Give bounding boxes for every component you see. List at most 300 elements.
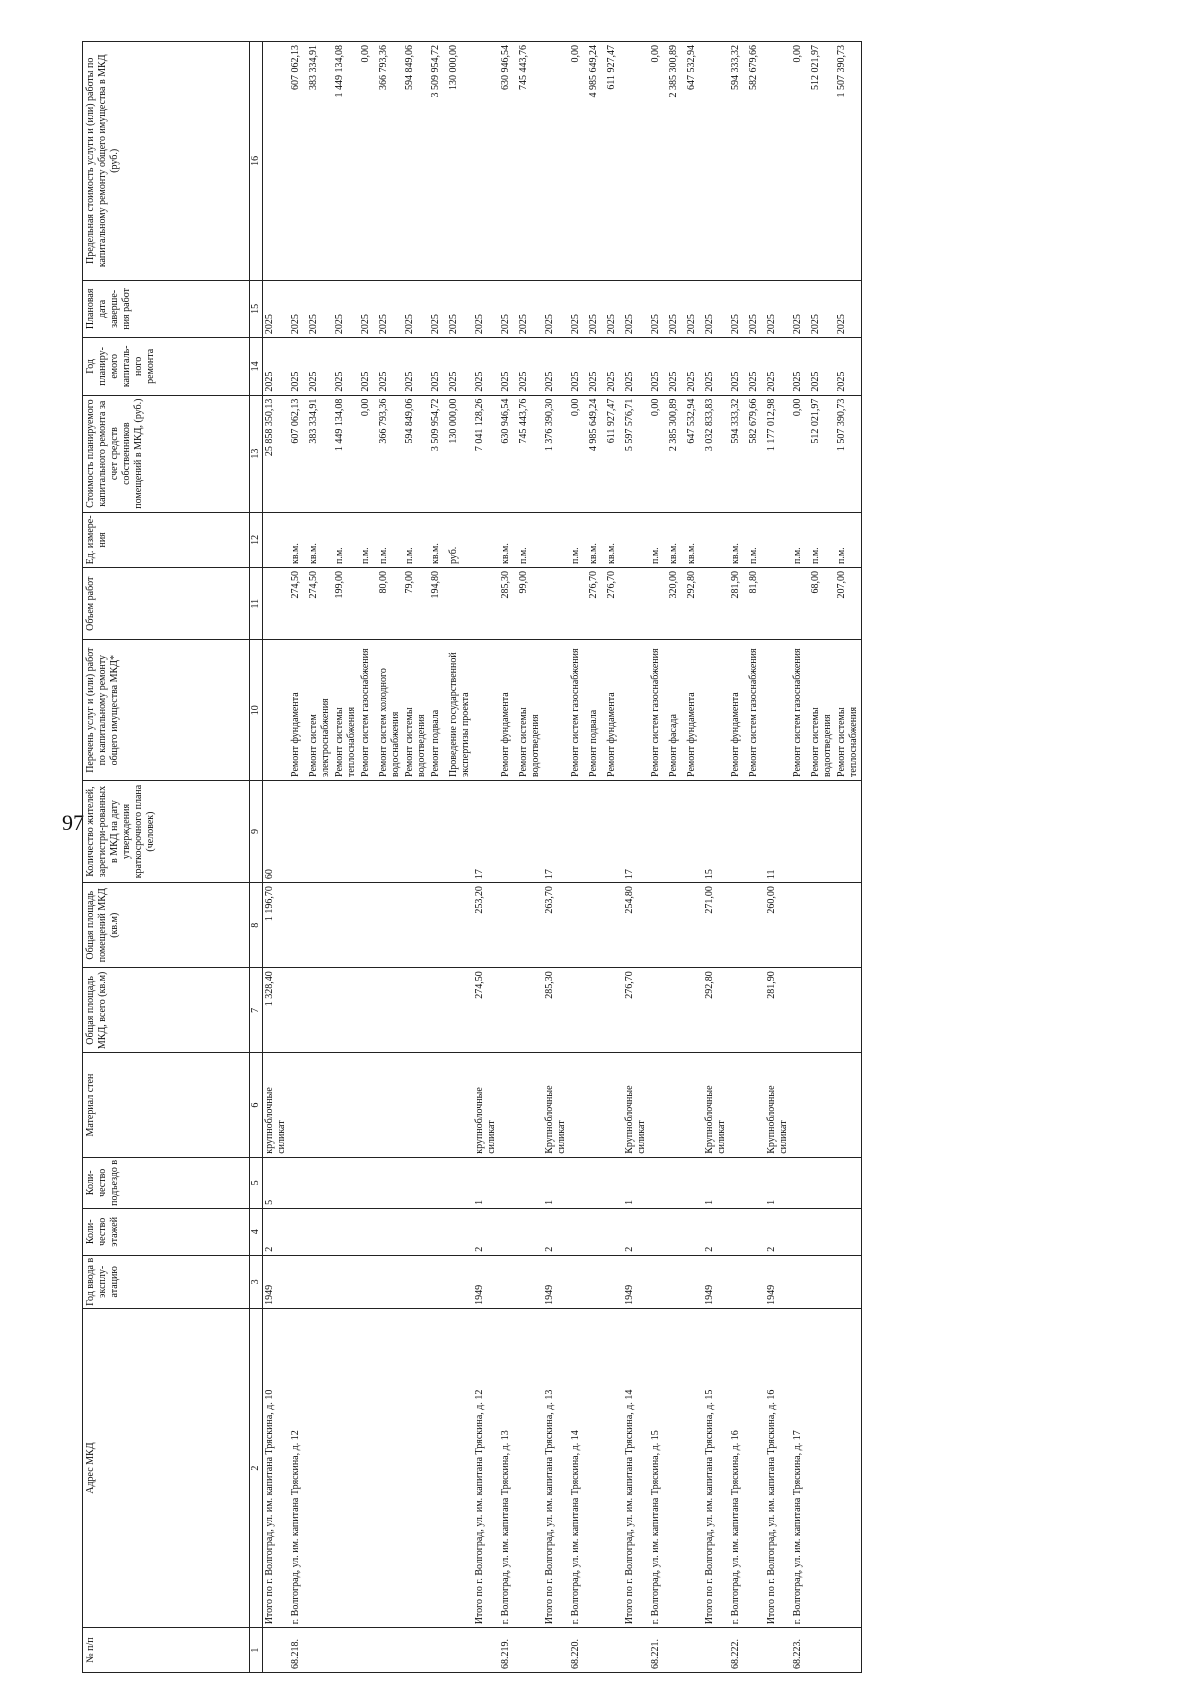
table-cell — [747, 1628, 765, 1673]
table-cell: Ремонт фасада — [667, 640, 685, 781]
table-row — [377, 42, 403, 1673]
table-cell — [499, 1208, 517, 1255]
table-cell — [605, 1308, 623, 1627]
table-cell — [359, 1308, 377, 1627]
table-cell — [667, 1157, 685, 1208]
table-header-row — [83, 42, 250, 1673]
table-cell: 366 793,36 — [377, 395, 403, 512]
table-cell — [307, 1628, 333, 1673]
table-cell — [605, 1053, 623, 1157]
table-cell — [429, 1308, 447, 1627]
table-cell — [517, 1053, 543, 1157]
table-cell: 320,00 — [667, 568, 685, 640]
table-cell — [729, 1208, 747, 1255]
table-cell: 1949 — [263, 1255, 290, 1308]
repair-plan-table — [82, 41, 862, 1673]
table-cell: 17 — [623, 780, 649, 882]
column-header: Коли-чество этажей — [83, 1208, 250, 1255]
table-cell: 1949 — [765, 1255, 791, 1308]
table-cell: п.м. — [359, 512, 377, 567]
table-cell — [587, 1628, 605, 1673]
table-cell — [517, 1208, 543, 1255]
table-row — [447, 42, 473, 1673]
table-cell: 2025 — [543, 280, 569, 337]
table-cell: 2 — [543, 1208, 569, 1255]
table-cell: 2 — [473, 1208, 499, 1255]
table-cell — [569, 883, 587, 968]
column-number: 15 — [250, 280, 263, 337]
table-cell: г. Волгоград, ул. им. капитана Тряскина, д. 13 — [499, 1308, 517, 1627]
table-cell — [587, 883, 605, 968]
table-cell — [605, 1628, 623, 1673]
table-cell: 285,30 — [543, 968, 569, 1053]
table-cell — [809, 1628, 835, 1673]
table-cell: 3 032 833,83 — [703, 395, 729, 512]
table-cell: 2025 — [263, 280, 290, 337]
table-cell: 594 333,32 — [729, 395, 747, 512]
table-cell: 2025 — [429, 338, 447, 395]
table-cell — [263, 512, 290, 567]
table-cell: 1 507 390,73 — [835, 395, 862, 512]
table-cell — [333, 1157, 359, 1208]
table-row — [569, 42, 587, 1673]
table-cell — [747, 1157, 765, 1208]
table-cell: 2025 — [667, 338, 685, 395]
table-cell: 2025 — [403, 280, 429, 337]
table-cell: п.м. — [835, 512, 862, 567]
table-cell — [685, 780, 703, 882]
table-cell: 1 449 134,08 — [333, 42, 359, 281]
table-cell — [307, 1308, 333, 1627]
table-cell: 2 385 300,89 — [667, 42, 685, 281]
table-cell — [307, 1157, 333, 1208]
table-cell: 594 333,32 — [729, 42, 747, 281]
table-cell — [703, 512, 729, 567]
table-row — [685, 42, 703, 1673]
table-cell: Ремонт системы водоотведения — [403, 640, 429, 781]
table-cell: 2 — [703, 1208, 729, 1255]
table-row — [429, 42, 447, 1673]
column-number: 14 — [250, 338, 263, 395]
column-header: Общая площадь МКД, всего (кв.м) — [83, 968, 250, 1053]
table-cell: кв.м. — [499, 512, 517, 567]
table-cell: 0,00 — [359, 395, 377, 512]
table-cell: Итого по г. Волгоград, ул. им. капитана Тряскина, д. 12 — [473, 1308, 499, 1627]
table-cell — [569, 1255, 587, 1308]
table-cell — [359, 780, 377, 882]
table-cell: 25 858 350,13 — [263, 395, 290, 512]
table-cell: 11 — [765, 780, 791, 882]
table-cell — [765, 512, 791, 567]
table-cell — [809, 1208, 835, 1255]
table-cell — [747, 883, 765, 968]
table-row — [403, 42, 429, 1673]
table-cell — [517, 1308, 543, 1627]
table-cell: Ремонт подвала — [429, 640, 447, 781]
repair-plan-table-container — [82, 41, 1194, 1673]
table-cell — [791, 1157, 809, 1208]
table-cell: Ремонт фундамента — [729, 640, 747, 781]
column-header: № п/п — [83, 1628, 250, 1673]
table-cell — [447, 968, 473, 1053]
table-cell: 1 449 134,08 — [333, 395, 359, 512]
table-cell — [447, 1255, 473, 1308]
table-cell: Итого по г. Волгоград, ул. им. капитана Тряскина, д. 15 — [703, 1308, 729, 1627]
table-cell — [403, 1053, 429, 1157]
table-cell: 2025 — [377, 338, 403, 395]
table-cell — [729, 1157, 747, 1208]
table-cell: 194,80 — [429, 568, 447, 640]
table-cell — [359, 1628, 377, 1673]
table-cell — [307, 1053, 333, 1157]
table-cell: 1949 — [623, 1255, 649, 1308]
table-cell: Крупноблочные силикат — [623, 1053, 649, 1157]
table-cell — [307, 1255, 333, 1308]
table-cell: 276,70 — [605, 568, 623, 640]
table-cell: кв.м. — [289, 512, 307, 567]
table-row — [289, 42, 307, 1673]
table-cell: 260,00 — [765, 883, 791, 968]
table-row — [359, 42, 377, 1673]
table-row — [729, 42, 747, 1673]
table-cell: 130 000,00 — [447, 395, 473, 512]
table-cell — [359, 568, 377, 640]
table-cell — [649, 1157, 667, 1208]
table-cell: 1 177 012,98 — [765, 395, 791, 512]
table-cell — [429, 883, 447, 968]
table-cell — [765, 640, 791, 781]
table-cell — [447, 883, 473, 968]
table-cell: 594 849,06 — [403, 395, 429, 512]
table-cell: Ремонт систем газоснабжения — [359, 640, 377, 781]
table-cell — [517, 780, 543, 882]
table-cell — [543, 42, 569, 281]
table-cell — [263, 640, 290, 781]
table-cell: 0,00 — [359, 42, 377, 281]
table-cell — [333, 968, 359, 1053]
table-cell — [747, 1308, 765, 1627]
table-cell: Ремонт фундамента — [605, 640, 623, 781]
table-cell: 512 021,97 — [809, 42, 835, 281]
table-cell — [623, 512, 649, 567]
table-cell: 1 — [473, 1157, 499, 1208]
column-number: 11 — [250, 568, 263, 640]
column-number: 2 — [250, 1308, 263, 1627]
table-cell — [289, 968, 307, 1053]
table-cell — [667, 968, 685, 1053]
table-cell: Крупноблочные силикат — [543, 1053, 569, 1157]
table-cell: Ремонт систем газоснабжения — [791, 640, 809, 781]
table-cell: руб. — [447, 512, 473, 567]
table-cell: 0,00 — [649, 42, 667, 281]
table-row — [333, 42, 359, 1673]
table-cell: 630 946,54 — [499, 395, 517, 512]
table-cell — [649, 1255, 667, 1308]
table-cell — [429, 968, 447, 1053]
table-cell: 3 509 954,72 — [429, 42, 447, 281]
table-cell — [569, 1157, 587, 1208]
table-cell — [359, 968, 377, 1053]
table-cell: 2 385 300,89 — [667, 395, 685, 512]
table-cell: 2025 — [791, 338, 809, 395]
table-cell: 274,50 — [473, 968, 499, 1053]
table-cell — [517, 1255, 543, 1308]
table-cell: 366 793,36 — [377, 42, 403, 281]
table-cell: кв.м. — [667, 512, 685, 567]
table-cell: 68.218. — [289, 1628, 307, 1673]
table-cell — [473, 568, 499, 640]
table-cell: 276,70 — [587, 568, 605, 640]
table-cell — [685, 1628, 703, 1673]
table-cell — [667, 1208, 685, 1255]
table-cell: 2025 — [649, 338, 667, 395]
table-cell: 60 — [263, 780, 290, 882]
table-cell — [587, 1308, 605, 1627]
table-cell — [791, 968, 809, 1053]
table-row — [667, 42, 685, 1673]
table-cell — [685, 1053, 703, 1157]
table-cell: 80,00 — [377, 568, 403, 640]
table-cell: 281,90 — [729, 568, 747, 640]
table-cell: 2 — [623, 1208, 649, 1255]
table-cell — [809, 1157, 835, 1208]
table-cell — [835, 780, 862, 882]
table-cell: 2025 — [263, 338, 290, 395]
table-cell: 1949 — [473, 1255, 499, 1308]
table-cell — [623, 568, 649, 640]
table-cell — [307, 968, 333, 1053]
table-cell: 2025 — [765, 338, 791, 395]
table-cell — [729, 968, 747, 1053]
table-cell: Ремонт системы водоотведения — [809, 640, 835, 781]
table-row — [809, 42, 835, 1673]
table-cell — [835, 1208, 862, 1255]
table-row — [835, 42, 862, 1673]
table-cell: 199,00 — [333, 568, 359, 640]
table-cell — [333, 1208, 359, 1255]
table-cell — [809, 968, 835, 1053]
table-cell: п.м. — [569, 512, 587, 567]
table-cell — [473, 42, 499, 281]
table-cell — [263, 42, 290, 281]
table-cell — [377, 1255, 403, 1308]
table-cell — [835, 1157, 862, 1208]
table-cell — [499, 1157, 517, 1208]
table-cell — [447, 780, 473, 882]
table-row — [543, 42, 569, 1673]
table-cell: 611 927,47 — [605, 395, 623, 512]
table-cell: 68.220. — [569, 1628, 587, 1673]
table-cell: 15 — [703, 780, 729, 882]
table-cell: 2025 — [473, 280, 499, 337]
table-cell — [473, 512, 499, 567]
table-cell: 68,00 — [809, 568, 835, 640]
table-cell — [569, 1053, 587, 1157]
table-cell: 2025 — [543, 338, 569, 395]
table-cell — [517, 968, 543, 1053]
column-header: Год планиру-емого капиталь-ного ремонта — [83, 338, 250, 395]
column-number: 3 — [250, 1255, 263, 1308]
table-cell — [685, 883, 703, 968]
table-cell: 1 196,70 — [263, 883, 290, 968]
table-cell — [333, 780, 359, 882]
table-cell — [703, 1628, 729, 1673]
table-cell — [377, 1628, 403, 1673]
table-cell: 292,80 — [685, 568, 703, 640]
column-number-row — [250, 42, 263, 1673]
table-cell — [429, 780, 447, 882]
table-row — [623, 42, 649, 1673]
table-cell: Ремонт систем газоснабжения — [569, 640, 587, 781]
column-number: 10 — [250, 640, 263, 781]
table-cell — [587, 780, 605, 882]
table-cell — [809, 780, 835, 882]
table-cell — [333, 883, 359, 968]
table-cell: 1 — [543, 1157, 569, 1208]
table-row — [499, 42, 517, 1673]
table-cell: г. Волгоград, ул. им. капитана Тряскина, д. 14 — [569, 1308, 587, 1627]
table-cell — [359, 1255, 377, 1308]
table-cell: п.м. — [377, 512, 403, 567]
table-cell: п.м. — [791, 512, 809, 567]
table-cell — [747, 968, 765, 1053]
table-cell: 4 985 649,24 — [587, 395, 605, 512]
table-cell — [499, 968, 517, 1053]
table-cell — [359, 1053, 377, 1157]
table-cell — [623, 640, 649, 781]
table-cell: 2 — [263, 1208, 290, 1255]
table-cell — [791, 1208, 809, 1255]
table-cell — [791, 883, 809, 968]
table-cell — [649, 1208, 667, 1255]
table-cell — [605, 1255, 623, 1308]
table-cell: кв.м. — [605, 512, 623, 567]
column-number: 16 — [250, 42, 263, 281]
table-body — [263, 42, 862, 1673]
table-cell: Ремонт фундамента — [499, 640, 517, 781]
table-cell: Ремонт фундамента — [289, 640, 307, 781]
table-cell — [667, 780, 685, 882]
table-cell — [587, 1255, 605, 1308]
table-cell: 130 000,00 — [447, 42, 473, 281]
table-cell — [605, 780, 623, 882]
table-cell: 285,30 — [499, 568, 517, 640]
table-cell: 254,80 — [623, 883, 649, 968]
table-cell — [587, 1053, 605, 1157]
table-cell — [403, 1308, 429, 1627]
table-row — [587, 42, 605, 1673]
table-cell — [649, 780, 667, 882]
table-cell: Итого по г. Волгоград, ул. им. капитана Тряскина, д. 14 — [623, 1308, 649, 1627]
table-cell: 2025 — [333, 338, 359, 395]
table-cell: 2025 — [703, 338, 729, 395]
table-cell — [729, 1255, 747, 1308]
table-cell — [447, 1157, 473, 1208]
table-cell — [667, 1255, 685, 1308]
table-cell — [429, 1157, 447, 1208]
table-cell: Крупноблочные силикат — [765, 1053, 791, 1157]
table-cell — [791, 1255, 809, 1308]
table-cell — [289, 1255, 307, 1308]
table-cell: 68.223. — [791, 1628, 809, 1673]
table-cell — [809, 1053, 835, 1157]
table-cell: 647 532,94 — [685, 395, 703, 512]
table-cell: 0,00 — [791, 395, 809, 512]
table-cell — [263, 1628, 290, 1673]
table-cell — [605, 968, 623, 1053]
table-cell — [649, 568, 667, 640]
table-cell — [403, 1157, 429, 1208]
table-cell — [359, 883, 377, 968]
table-cell: Ремонт систем холодного водоснабжения — [377, 640, 403, 781]
table-cell — [307, 883, 333, 968]
table-cell: 607 062,13 — [289, 42, 307, 281]
column-header: Плановая дата заверше-ния работ — [83, 280, 250, 337]
table-cell: 2025 — [587, 280, 605, 337]
table-cell: 274,50 — [289, 568, 307, 640]
table-row — [703, 42, 729, 1673]
table-cell — [543, 640, 569, 781]
table-cell: 2025 — [685, 338, 703, 395]
table-cell — [569, 780, 587, 882]
table-cell — [649, 1053, 667, 1157]
table-cell: 2025 — [703, 280, 729, 337]
table-cell: г. Волгоград, ул. им. капитана Тряскина, д. 17 — [791, 1308, 809, 1627]
table-cell: 1 — [623, 1157, 649, 1208]
column-number: 8 — [250, 883, 263, 968]
table-cell — [333, 1308, 359, 1627]
column-header: Общая площадь помещений МКД (кв.м) — [83, 883, 250, 968]
table-cell — [667, 883, 685, 968]
table-cell — [765, 568, 791, 640]
table-cell: 17 — [543, 780, 569, 882]
table-cell — [623, 1628, 649, 1673]
table-cell: п.м. — [403, 512, 429, 567]
table-cell — [377, 883, 403, 968]
table-row — [307, 42, 333, 1673]
table-cell — [359, 1208, 377, 1255]
table-cell: 2025 — [307, 280, 333, 337]
table-cell: 2025 — [377, 280, 403, 337]
table-cell — [447, 568, 473, 640]
table-row — [765, 42, 791, 1673]
column-header: Объем работ — [83, 568, 250, 640]
table-cell: 3 509 954,72 — [429, 395, 447, 512]
table-cell: 79,00 — [403, 568, 429, 640]
table-cell: 2025 — [835, 338, 862, 395]
table-cell: 0,00 — [569, 42, 587, 281]
table-cell — [729, 780, 747, 882]
column-header: Перечень услуг и (или) работ по капитальному ремонту общего имущества МКД* — [83, 640, 250, 781]
table-cell: 745 443,76 — [517, 42, 543, 281]
table-cell: 1 — [765, 1157, 791, 1208]
table-cell: 2025 — [499, 280, 517, 337]
table-cell — [377, 968, 403, 1053]
table-cell: 607 062,13 — [289, 395, 307, 512]
table-cell: 2025 — [403, 338, 429, 395]
page-number: 97 — [62, 810, 84, 835]
table-cell: г. Волгоград, ул. им. капитана Тряскина, д. 15 — [649, 1308, 667, 1627]
table-cell — [835, 1255, 862, 1308]
table-cell — [333, 1053, 359, 1157]
table-cell: 2025 — [747, 280, 765, 337]
table-cell — [377, 1208, 403, 1255]
table-cell — [543, 568, 569, 640]
table-cell — [835, 1053, 862, 1157]
table-cell — [499, 1255, 517, 1308]
table-cell: 2025 — [835, 280, 862, 337]
column-header: Коли-чество подъездо в — [83, 1157, 250, 1208]
